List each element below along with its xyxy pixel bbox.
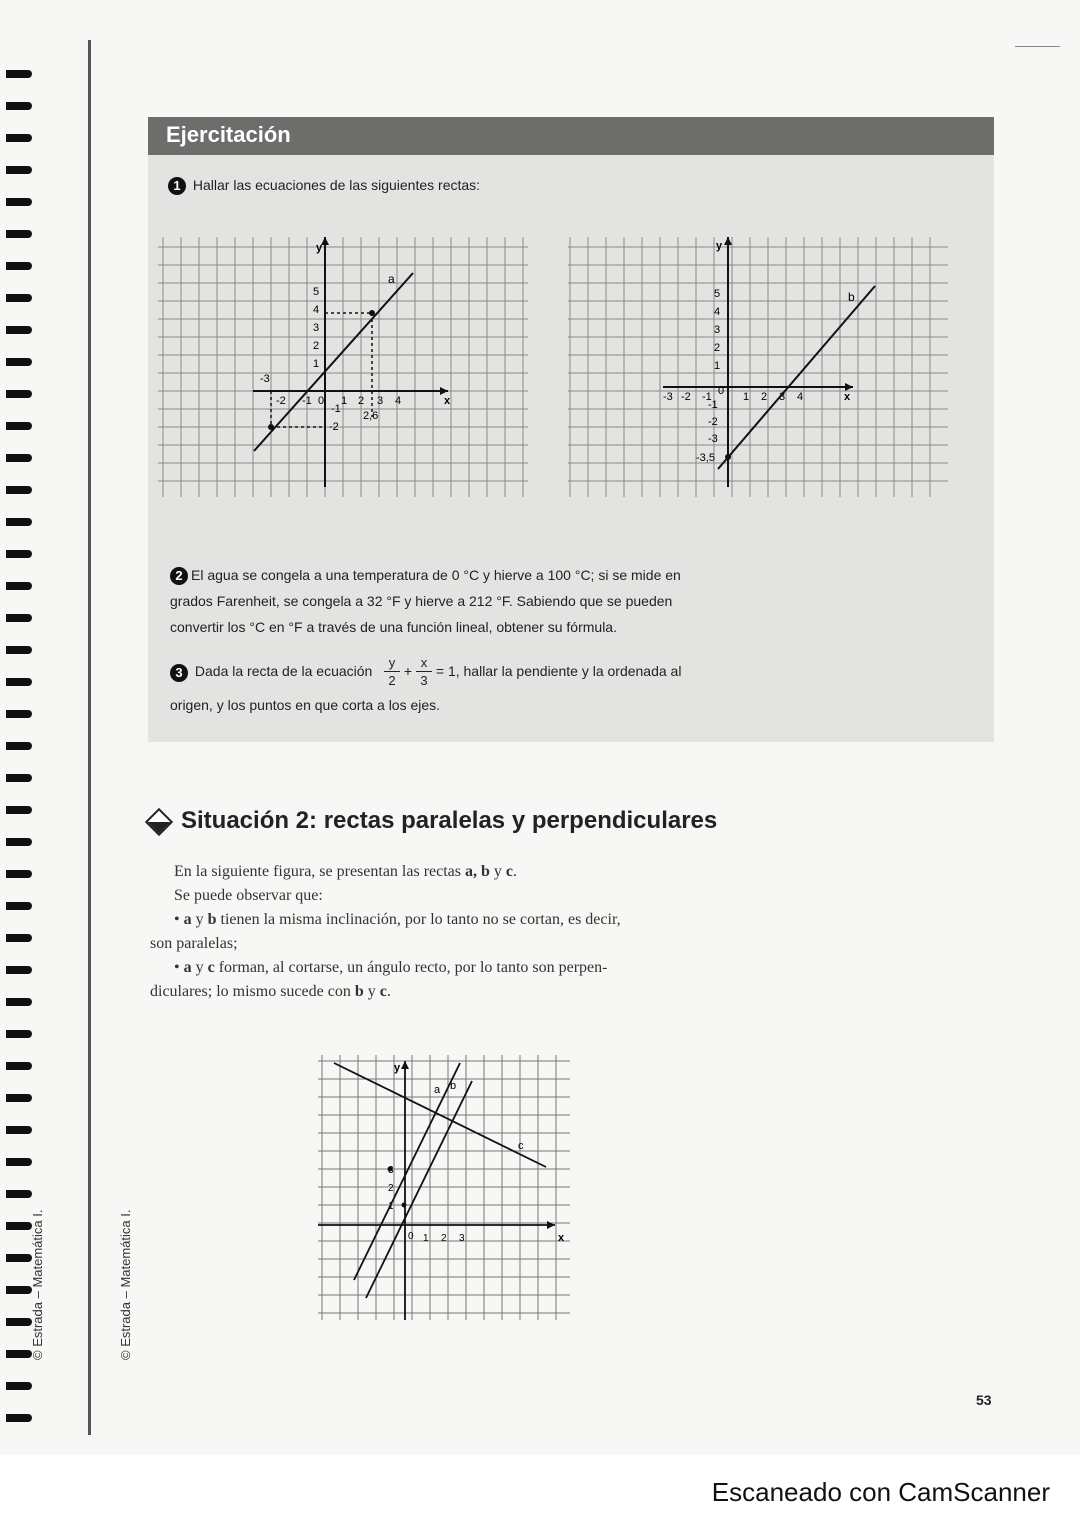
exercise-box [148,117,994,742]
inner-credit: © Estrada – Matemática I. [118,1209,133,1360]
bullet-2-a: a [183,959,192,976]
bullet-2-y: y [191,959,208,976]
bullet-1-mark: • [174,911,184,928]
exercise-2 [170,562,690,640]
bullet-2-text: forman, al cortarse, un ángulo recto, por lo tanto son perpen- [214,959,608,976]
graph-c-line-b-label: b [450,1080,457,1092]
para-1-bold: a, b [465,863,490,880]
graph-c-y-tick: 1 [388,1201,394,1212]
graph-c-x-tick: 3 [459,1233,465,1244]
bullet-2-cont-end: . [386,983,391,1000]
graph-a-y-tick: 4 [313,304,320,316]
graph-a-x-tick: 0 [318,395,325,407]
graph-b-y-tick: -2 [708,416,718,428]
exercise-3-line2: origen, y los puntos en que corta a los ejes. [170,697,441,713]
graph-a-y-tick: -1 [331,403,341,415]
graph-b-y-tick: 5 [714,288,721,300]
graph-a-y-axis-label: y [316,242,323,254]
graph-b-x-tick: 1 [743,391,750,403]
para-1-text: En la siguiente figura, se presentan las rectas [174,863,465,880]
exercise-number-1: 1 [168,177,186,195]
graph-a-y-tick: -2 [329,421,339,433]
bullet-2-c: c [207,959,215,976]
bullet-1-a: a [183,911,192,928]
exercise-3-intro: Dada la recta de la ecuación [194,663,373,680]
exercise-1 [168,177,480,195]
graph-line-b [568,237,948,497]
graph-a-y-tick: 3 [313,322,320,334]
bullet-1-text: tienen la misma inclinación, por lo tanto no se cortan, es decir, [216,911,621,928]
graph-parallel-perpendicular [310,1055,580,1325]
diamond-bullet-icon [145,808,173,836]
graph-b-intercept-label: -3,5 [696,452,715,464]
para-1-end: . [513,863,518,880]
exercise-2-text: El agua se congela a una temperatura de 0 °C y hierve a 100 °C; si se mide en grados Farenheit, se congela a 32 °F y hierve a 212 °F. Sabiendo que se pueden convertir los °C en °F a través de una función lineal, obtener su fórmula. [170,567,681,635]
graph-a-x-axis-label: x [444,395,451,407]
exercise-3 [170,655,710,713]
graph-b-x-tick: 4 [797,391,804,403]
graph-a-x-tick: -1 [302,395,312,407]
top-rule [1015,46,1060,47]
para-1-bold2: c [505,863,514,880]
graph-c-x-axis-label: x [558,1232,565,1244]
graph-c-x-tick: 2 [441,1233,447,1244]
graph-a-line-label: a [388,272,395,286]
graph-a-y-tick: 1 [313,358,320,370]
bullet-2-cont-b: b [354,983,364,1000]
page-margin-line [88,40,91,1435]
graph-a-x-tick: 1 [341,395,348,407]
graph-b-x-tick: 3 [779,391,786,403]
graph-a-extra-x-label: 2,6 [363,410,379,422]
graph-c-line-c-label: c [518,1140,524,1152]
graph-b-y-tick: 2 [714,342,721,354]
graph-c-y-tick: 2 [388,1183,394,1194]
graph-b-x-tick: -3 [663,391,673,403]
graph-c-line-a-label: a [434,1084,441,1096]
plus-sign: + [403,663,413,680]
graph-c-y-tick: 3 [388,1165,394,1176]
graph-b-x-tick: 0 [718,385,725,397]
bullet-2-mark: • [174,959,184,976]
graph-c-x-tick: 1 [423,1233,429,1244]
graph-b-x-tick: -2 [681,391,691,403]
section-title-text: Situación 2: rectas paralelas y perpendiculares [181,807,718,834]
para-2: Se puede observar que: [174,887,323,904]
section-body [150,860,700,1004]
graph-b-y-tick: 4 [714,306,721,318]
graph-b-line-label: b [848,290,855,304]
bullet-2-cont: diculares; lo mismo sucede con [150,983,355,1000]
fraction-y-over-2: $\frac{y}{2}$ [384,655,400,690]
fraction-x-over-3: $\frac{x}{3}$ [416,655,432,690]
graph-a-x-tick: 3 [377,395,384,407]
graph-b-y-tick: 1 [714,360,721,372]
graph-b-y-tick: 3 [714,324,721,336]
graph-c-x-tick: 0 [408,1231,414,1242]
graph-a-extra-neg-label: -3 [260,373,270,385]
graph-a-y-tick: 2 [313,340,320,352]
outer-credit: © Estrada – Matemática I. [30,1209,45,1360]
graph-c-y-axis-label: y [394,1062,401,1074]
bullet-1-b: b [207,911,217,928]
graph-b-x-tick: 2 [761,391,768,403]
page-number: 53 [976,1392,992,1408]
graph-b-y-tick: -3 [708,433,718,445]
graph-b-x-tick: -1 [702,391,712,403]
exercise-number-2: 2 [170,567,188,585]
camscanner-watermark: Escaneado con CamScanner [711,1477,1050,1507]
section-title [145,807,717,835]
exercise-title: Ejercitación [166,122,291,147]
graph-a-x-tick: 2 [358,395,365,407]
graph-line-a [158,237,528,497]
graph-b-x-axis-label: x [844,391,851,403]
exercise-1-text: Hallar las ecuaciones de las siguientes rectas: [192,177,481,193]
graph-a-x-tick: -2 [276,395,286,407]
exercise-3-rest: = 1, hallar la pendiente y la ordenada al [435,663,682,680]
bullet-1-cont: son paralelas; [150,935,238,952]
para-1-mid: y [489,863,506,880]
bullet-2-cont-y: y [363,983,380,1000]
bullet-1-y: y [191,911,208,928]
graph-a-x-tick: 4 [395,395,402,407]
graph-a-y-tick: 5 [313,286,320,298]
exercise-header [148,117,994,155]
graph-b-y-axis-label: y [716,240,723,252]
exercise-number-3: 3 [170,664,188,682]
bullet-2-cont-c: c [379,983,387,1000]
scanner-footer [0,1455,1080,1528]
graph-b-y-tick: -1 [708,399,718,411]
